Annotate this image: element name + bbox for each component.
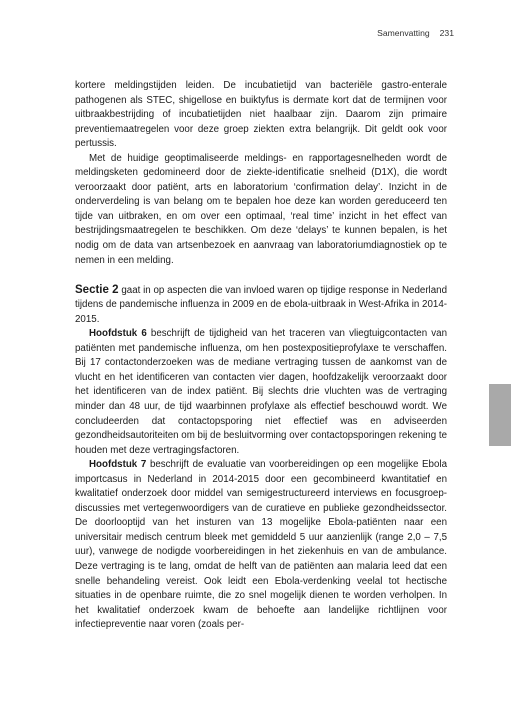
paragraph-chapter-6 [75, 327, 447, 458]
chapter-6-text: beschrijft de tijdigheid van het traceren van vliegtuigcontacten van patiënten met pandemische influenza, om hen postexpositieprofylaxe te verschaffen. Bij 17 contactonderzoeken was de mediane vertraging tussen de aankomst van de vlucht en het identificeren van contacten vier dagen, hoofdzakelijk veroorzaakt door het identificeren van de index patiënt. Bij slechts drie vluchten was de vertraging minder dan 48 uur, de tijd waarbinnen profylaxe als effectief beschouwd wordt. We concludeerden dat contactopsporing niet effectief was en adviseerden gezondheidsautoriteiten om bij de besluitvorming over contactopsporingen rekening te houden met deze vertragingsfactoren. [75, 328, 447, 456]
running-header [377, 28, 454, 38]
chapter-thumb-tab [489, 384, 511, 446]
section-heading: Sectie 2 [75, 283, 119, 296]
chapter-7-text: beschrijft de evaluatie van voorbereidingen op een mogelijke Ebola importcasus in Nederland in 2014-2015 door een gecombineerd kwantitatief en kwalitatief onderzoek door middel van semigestructureerd interviews en focusgroep-discussies met vertegenwoordigers van de curatieve en publieke gezondheidssector. De doorlooptijd van het insturen van 13 mogelijke Ebola-patiënten naar een universitair medisch centrum bleek met gemiddeld 5 uur aanzienlijk (range 2,0 – 7,5 uur), vanwege de nodigde voorbereidingen in het ziekenhuis en van de ambulance. Deze vertraging is te lang, omdat de helft van de patiënten aan malaria leed dat een snelle behandeling vereist. Ook leidt een Ebola-verdenking veelal tot hectische situaties in de openbare ruimte, die zo snel mogelijk dienen te worden verholpen. In het kwalitatief onderzoek kwam de behoefte aan landelijke richtlijnen voor infectiepreventie naar voren (zoals per- [75, 459, 447, 631]
chapter-6-heading: Hoofdstuk 6 [89, 328, 147, 340]
body-text [75, 79, 447, 633]
paragraph-chapter-7 [75, 458, 447, 633]
page-number: 231 [439, 28, 454, 38]
paragraph-spacer [75, 268, 447, 283]
header-title: Samenvatting [377, 28, 430, 38]
chapter-7-heading: Hoofdstuk 7 [89, 459, 147, 471]
section-2-text: gaat in op aspecten die van invloed waren op tijdige response in Nederland tijdens de pandemische influenza in 2009 en de ebola-uitbraak in West-Afrika in 2014-2015. [75, 284, 447, 325]
paragraph-1: kortere meldingstijden leiden. De incubatietijd van bacteriële gastro-enterale pathogenen als STEC, shigellose en buiktyfus is dermate kort dat de termijnen voor uitbraakbestrijding of incubatietijden niet haalbaar zijn. Daarom zijn primaire preventiemaatregelen voor deze groep ziekten extra belangrijk. Dit geldt ook voor pertussis. [75, 80, 447, 150]
paragraph-section-2 [75, 283, 447, 328]
paragraph-2: Met de huidige geoptimaliseerde meldings- en rapportagesnelheden wordt de meldingsketen gedomineerd door de ziekte-identificatie snelheid (D1X), die wordt veroorzaakt door patiënt, arts en laboratorium ‘confirmation delay’. Inzicht in de onderverdeling is van belang om te bepalen hoe deze kan worden gereduceerd ten tijde van uitbraken, en om over een optimaal, ‘real time’ inzicht in het effect van bestrijdingsmaatregelen te beschikken. Om deze ‘delays’ te kunnen bepalen, is het nodig om de data van artsenbezoek en aanvraag van laboratoriumdiagnostiek op te nemen in een melding. [75, 152, 447, 266]
